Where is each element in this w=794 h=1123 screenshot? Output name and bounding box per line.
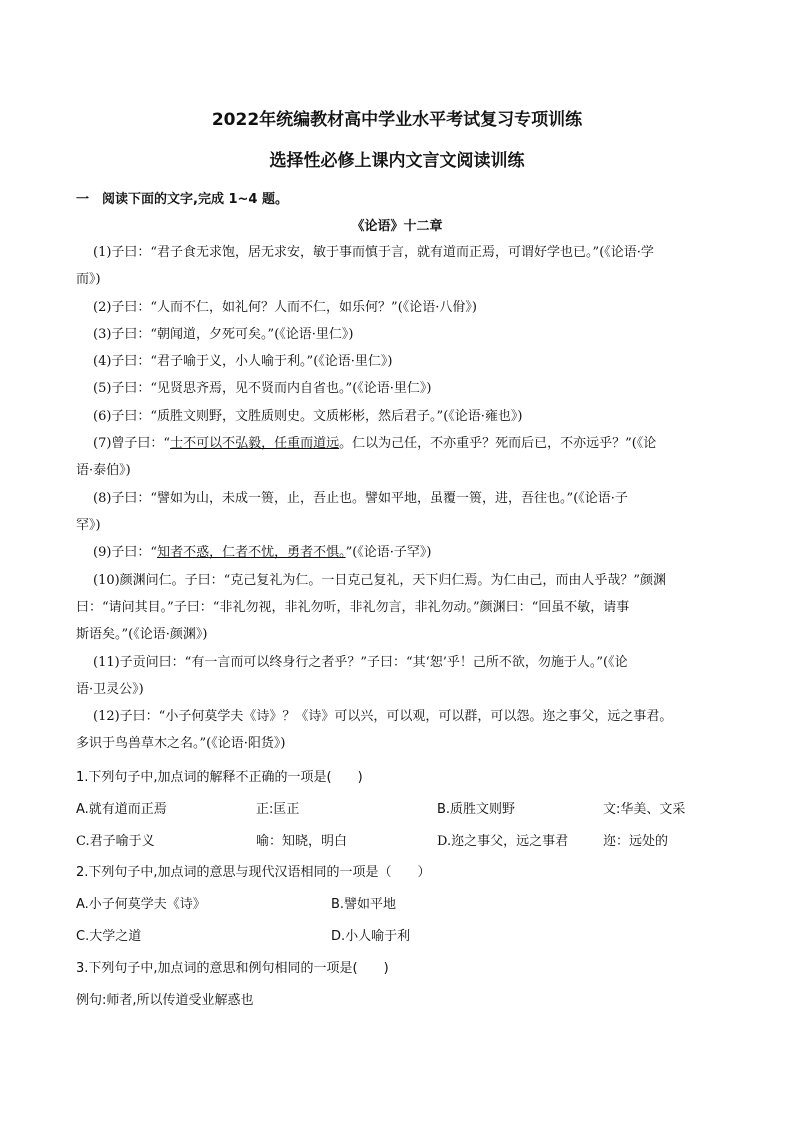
passage-11-line-2: 语·卫灵公》) <box>76 682 144 697</box>
question-1-option-b-gloss: 文:华美、文采 <box>603 802 686 817</box>
passage-1-line-2: 而》) <box>76 272 101 287</box>
passage-9 <box>93 541 432 560</box>
passage-4: (4)子曰：“君子喻于义，小人喻于利。”(《论语·里仁》) <box>93 354 393 369</box>
title-sub: 选择性必修上课内文言文阅读训练 <box>269 151 525 171</box>
passage-7-prefix: (7)曾子曰：“ <box>93 436 171 451</box>
question-1-option-c-gloss: 喻：知晓，明白 <box>256 834 348 849</box>
question-1-option-d-gloss: 迩：远处的 <box>603 834 669 849</box>
question-2-option-c: C.大学之道 <box>76 929 142 944</box>
chapter-title: 《论语》十二章 <box>351 219 443 234</box>
question-3-stem: 3.下列句子中,加点词的意思和例句相同的一项是( ) <box>76 961 389 976</box>
question-1-option-a: A.就有道而正焉 <box>76 802 167 817</box>
question-1-option-d: D.迩之事父，远之事君 <box>437 834 569 849</box>
question-2-option-d: D.小人喻于利 <box>331 929 411 944</box>
question-2-stem: 2.下列句子中,加点词的意思与现代汉语相同的一项是（ ） <box>76 865 431 880</box>
question-1-option-c: C.君子喻于义 <box>76 834 155 849</box>
passage-3: (3)子曰：“朝闻道，夕死可矣。”(《论语·里仁》) <box>93 327 354 342</box>
passage-6: (6)子曰：“质胜文则野，文胜质则史。文质彬彬，然后君子。”(《论语·雍也》) <box>93 409 523 424</box>
passage-7-line-2: 语·泰伯》) <box>76 463 131 478</box>
question-2-option-b: B.譬如平地 <box>331 897 397 912</box>
passage-12-line-2: 多识于鸟兽草木之名。”(《论语·阳货》) <box>76 736 286 751</box>
passage-12-line-1: (12)子曰：“小子何莫学夫《诗》？《诗》可以兴，可以观，可以群，可以怨。迩之事父，远之事君。 <box>93 709 673 724</box>
title-main: 2022年统编教材高中学业水平考试复习专项训练 <box>211 110 583 130</box>
passage-10-line-1: (10)颜渊问仁。子曰：“克己复礼为仁。一日克己复礼，天下归仁焉。为仁由己，而由人乎哉？”颜渊 <box>93 573 666 588</box>
passage-7-underlined: 士不可以不弘毅，任重而道远 <box>170 436 340 451</box>
passage-8-line-2: 罕》) <box>76 518 101 533</box>
section-heading: 一 阅读下面的文字,完成 1~4 题。 <box>76 192 288 207</box>
question-3-example: 例句:师者,所以传道受业解惑也 <box>76 993 254 1008</box>
passage-10-line-3: 斯语矣。”(《论语·颜渊》) <box>76 627 208 642</box>
passage-7-line-1 <box>93 432 656 451</box>
question-1-option-b: B.质胜文则野 <box>437 802 516 817</box>
passage-10-line-2: 曰：“请问其目。”子曰：“非礼勿视，非礼勿听，非礼勿言，非礼勿动。”颜渊曰：“回虽不敏，请事 <box>76 600 630 615</box>
passage-8-line-1: (8)子曰：“譬如为山，未成一篑，止，吾止也。譬如平地，虽覆一篑，进，吾往也。”(《论语·子 <box>93 491 628 506</box>
question-2-option-a: A.小子何莫学夫《诗》 <box>76 897 206 912</box>
passage-5: (5)子曰：“见贤思齐焉，见不贤而内自省也。”(《论语·里仁》) <box>93 381 432 396</box>
passage-7-rest: 。仁以为己任，不亦重乎？死而后已，不亦远乎？”(《论 <box>339 436 657 451</box>
question-1-option-a-gloss: 正:匡正 <box>256 802 300 817</box>
passage-11-line-1: (11)子贡问曰：“有一言而可以终身行之者乎？”子曰：“其‘恕’乎！己所不欲，勿施于人。”(《论 <box>93 655 628 670</box>
passage-9-prefix: (9)子曰：“ <box>93 545 158 560</box>
passage-9-rest: ”(《论语·子罕》) <box>345 545 432 560</box>
passage-1-line-1: (1)子曰：“君子食无求饱，居无求安，敏于事而慎于言，就有道而正焉，可谓好学也已。”(《论语·学 <box>93 245 654 260</box>
question-1-stem: 1.下列句子中,加点词的解释不正确的一项是( ) <box>76 770 363 785</box>
passage-2: (2)子曰：“人而不仁，如礼何？人而不仁，如乐何？”(《论语·八佾》) <box>93 300 477 315</box>
passage-9-underlined: 知者不惑，仁者不忧，勇者不惧。 <box>157 545 346 560</box>
